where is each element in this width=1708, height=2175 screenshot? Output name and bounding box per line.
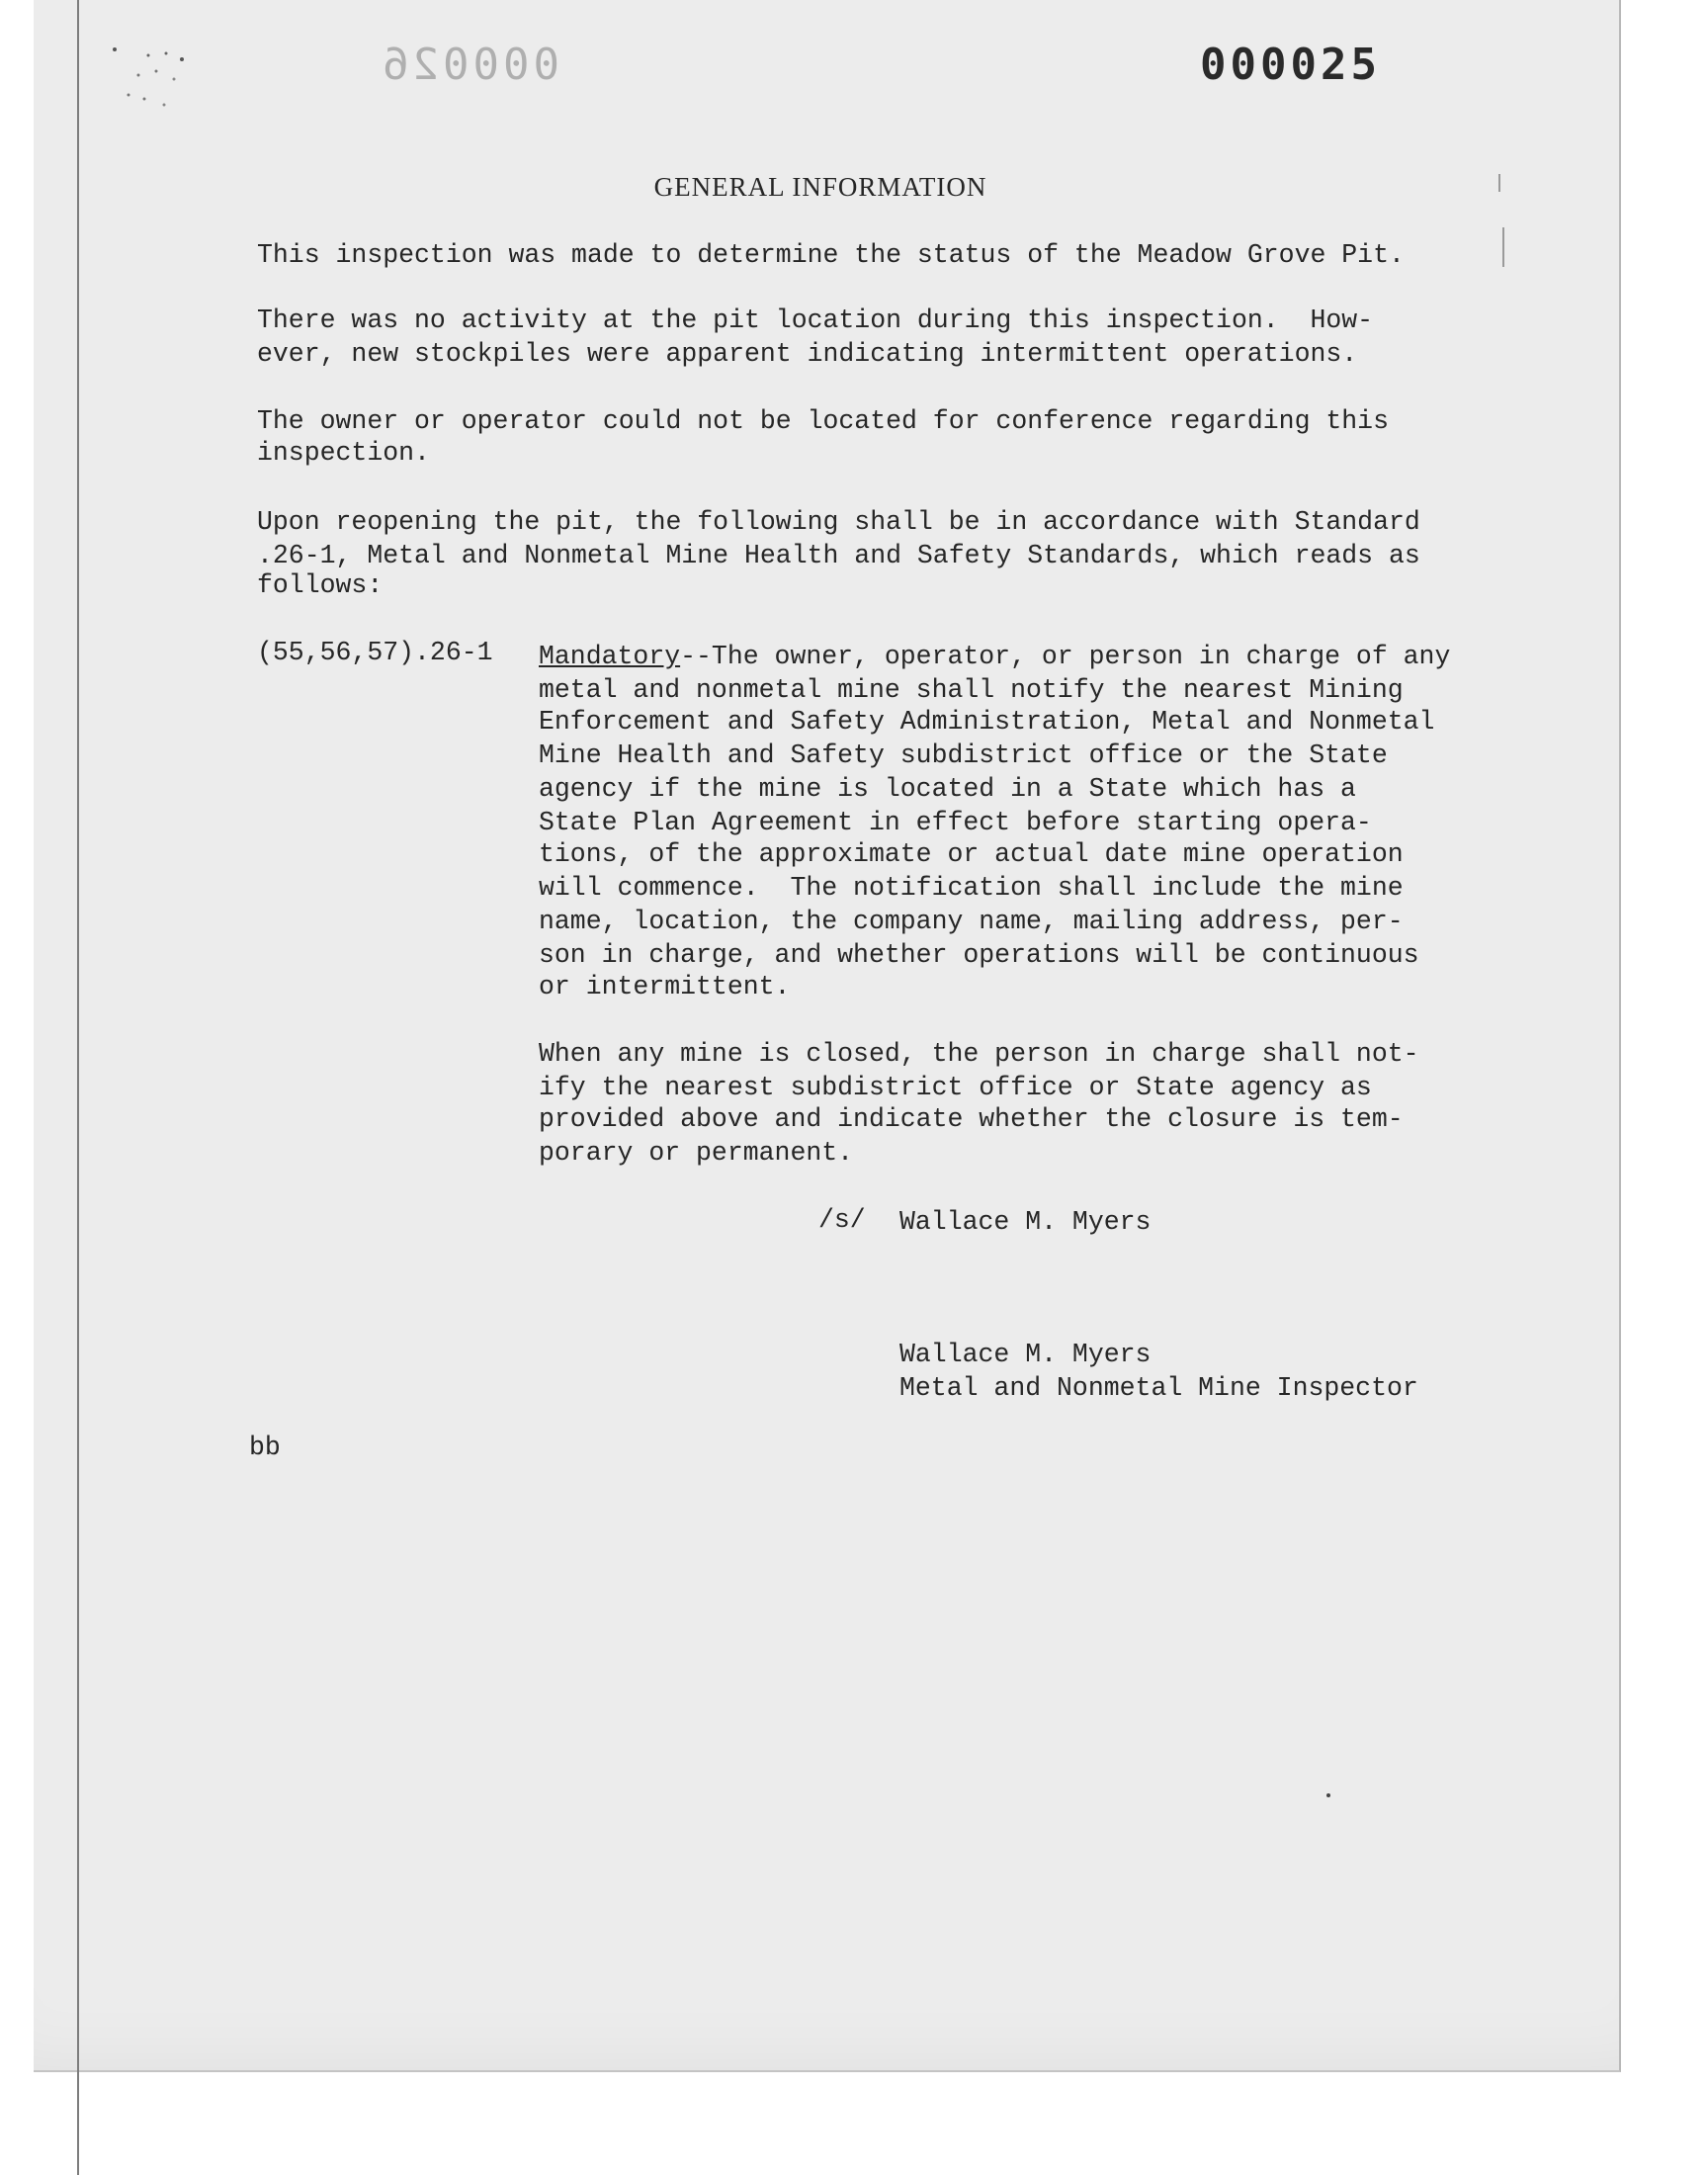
standard-line-6: tions, of the approximate or actual date mine operation (539, 839, 1404, 869)
binding-edge-line (77, 0, 79, 2175)
paragraph-reopening-line-2: .26-1, Metal and Nonmetal Mine Health and Safety Standards, which reads as (257, 541, 1420, 570)
standard-line-10: or intermittent. (539, 972, 791, 1001)
signature-mark: /s/ (818, 1205, 866, 1235)
paragraph-purpose: This inspection was made to determine the status of the Meadow Grove Pit. (257, 240, 1405, 270)
standard-line-3: Mine Health and Safety subdistrict office or the State (539, 740, 1388, 770)
standard-line-2: Enforcement and Safety Administration, Metal and Nonmetal (539, 707, 1435, 737)
scan-mark (1498, 174, 1500, 192)
standard-line-7: will commence. The notification shall include the mine (539, 873, 1404, 903)
paragraph-activity-line-2: ever, new stockpiles were apparent indicating intermittent operations. (257, 339, 1358, 369)
standard-line-1: metal and nonmetal mine shall notify the nearest Mining (539, 675, 1404, 705)
standard-line-4: agency if the mine is located in a State which has a (539, 774, 1356, 804)
mandatory-label: Mandatory (539, 642, 681, 671)
scan-mark (1502, 227, 1504, 267)
scan-speckles (109, 45, 237, 125)
standard-line-9: son in charge, and whether operations will be continuous (539, 940, 1419, 970)
mirrored-page-number: 000026 (379, 40, 559, 90)
document-heading: GENERAL INFORMATION (653, 172, 987, 202)
closure-line-3: provided above and indicate whether the closure is tem- (539, 1104, 1404, 1134)
standard-first-line-rest: --The owner, operator, or person in charge of any (680, 642, 1451, 671)
standard-code: (55,56,57).26-1 (257, 638, 493, 667)
standard-line-8: name, location, the company name, mailing address, per- (539, 907, 1404, 936)
paragraph-owner-line-2: inspection. (257, 438, 430, 468)
closure-line-4: porary or permanent. (539, 1138, 854, 1168)
paragraph-owner-line-1: The owner or operator could not be located for conference regarding this (257, 406, 1389, 436)
signature-title: Metal and Nonmetal Mine Inspector (899, 1373, 1418, 1403)
paragraph-reopening-line-3: follows: (257, 570, 384, 600)
closure-line-1: When any mine is closed, the person in charge shall not- (539, 1039, 1419, 1069)
paragraph-activity-line-1: There was no activity at the pit location during this inspection. How- (257, 305, 1374, 335)
typist-initials: bb (249, 1433, 281, 1462)
standard-line-5: State Plan Agreement in effect before starting opera- (539, 808, 1372, 837)
paragraph-reopening-line-1: Upon reopening the pit, the following shall be in accordance with Standard (257, 507, 1420, 537)
standard-first-line (539, 641, 1450, 672)
page-number: 000025 (1200, 40, 1381, 90)
signature-name: Wallace M. Myers (899, 1340, 1152, 1369)
closure-line-2: ify the nearest subdistrict office or State agency as (539, 1073, 1372, 1102)
scan-dot (1326, 1793, 1330, 1797)
signature-signed-name: Wallace M. Myers (899, 1207, 1152, 1237)
